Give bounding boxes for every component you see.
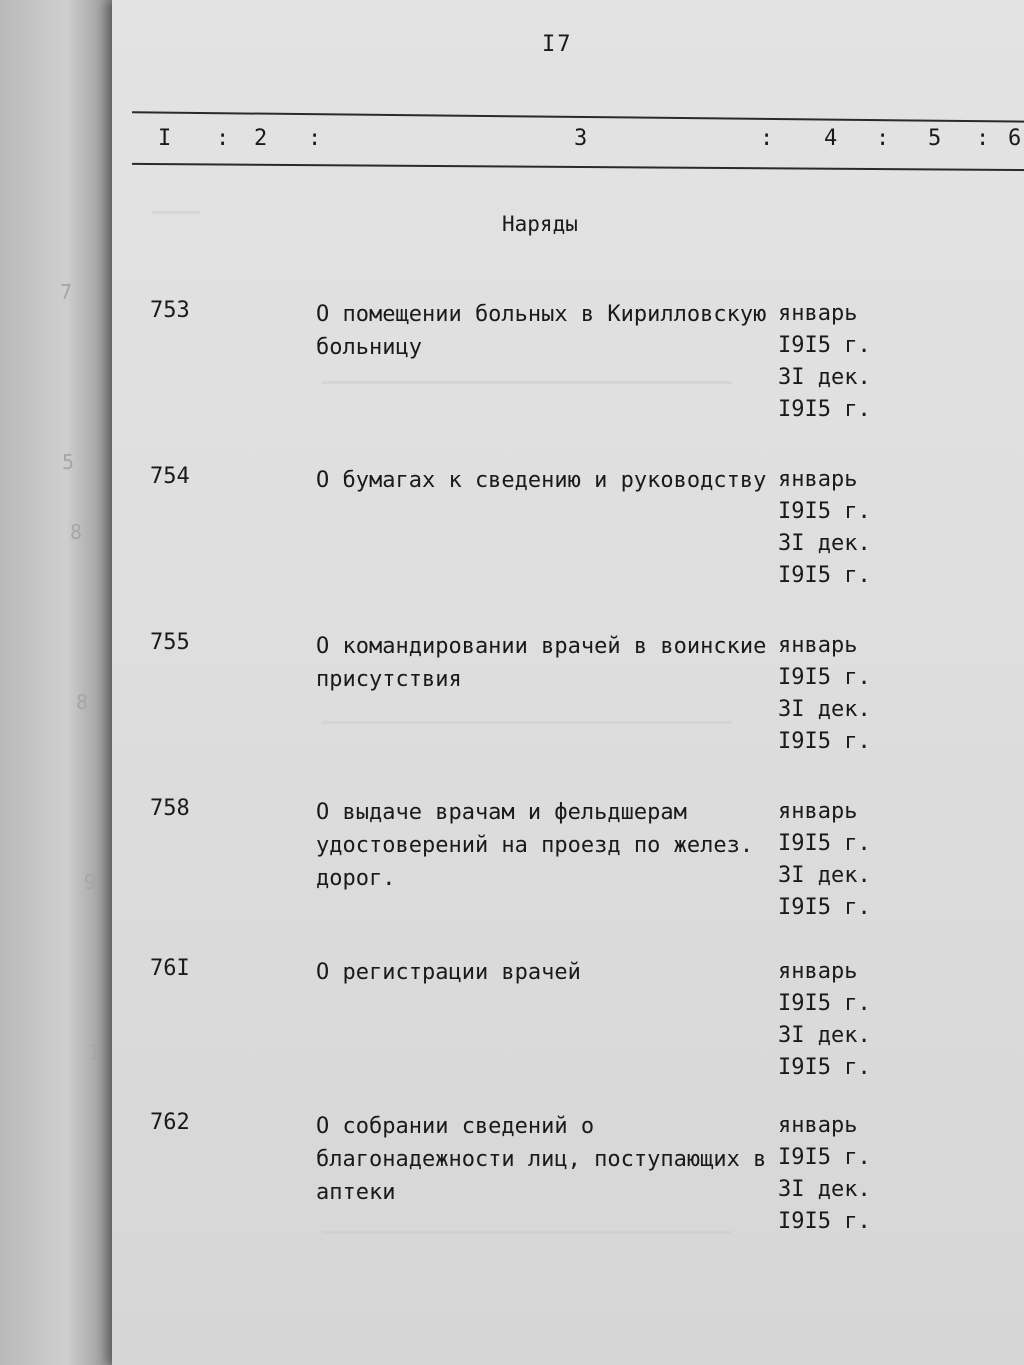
entry-description: О собрании сведений о благонадежности лиц, поступающих в аптеки — [316, 1114, 767, 1205]
entry-description: О помещении больных в Кирилловскую больницу — [316, 302, 767, 360]
date-end-day: 3I дек. — [778, 1023, 871, 1048]
register-entry — [112, 796, 1024, 946]
register-entry — [112, 298, 1024, 448]
column-separator: : — [976, 126, 990, 151]
date-start-month: январь — [778, 1113, 858, 1138]
date-start-year: I9I5 г. — [778, 991, 871, 1016]
date-start-month: январь — [778, 301, 858, 326]
date-start-year: I9I5 г. — [778, 665, 871, 690]
entry-dates — [778, 464, 871, 592]
column-header-6: 6 — [1008, 126, 1022, 151]
header-rule-bottom — [132, 163, 1024, 171]
document-page — [112, 0, 1024, 1365]
entry-number: 754 — [150, 464, 190, 489]
facing-page-ghost-mark: 9 — [84, 870, 97, 894]
date-end-day: 3I дек. — [778, 1177, 871, 1202]
date-end-year: I9I5 г. — [778, 397, 871, 422]
entry-dates — [778, 298, 871, 426]
column-header-5: 5 — [928, 126, 942, 151]
entry-dates — [778, 630, 871, 758]
bleed-through-line: ▁▁▁▁ — [152, 190, 201, 214]
register-entry — [112, 630, 1024, 780]
date-start-month: январь — [778, 799, 858, 824]
entry-number: 758 — [150, 796, 190, 821]
column-separator: : — [308, 126, 322, 151]
header-rule-top — [132, 111, 1024, 122]
column-header-3: 3 — [574, 126, 588, 151]
register-entry — [112, 464, 1024, 614]
date-start-year: I9I5 г. — [778, 831, 871, 856]
bleed-through-line: ▁▁▁▁▁▁▁▁▁▁▁▁▁▁▁▁▁▁▁▁▁▁▁▁▁▁▁▁▁▁▁▁▁▁ — [322, 1210, 732, 1234]
column-header-2: 2 — [254, 126, 268, 151]
entry-description: О выдаче врачам и фельдшерам удостоверений на проезд по желез. дорог. — [316, 800, 754, 891]
column-header-1: I — [158, 126, 172, 151]
column-separator: : — [876, 126, 890, 151]
facing-page-ghost-mark: 1 — [88, 1040, 101, 1064]
date-start-month: январь — [778, 467, 858, 492]
date-end-day: 3I дек. — [778, 697, 871, 722]
facing-page-ghost-mark: 8 — [76, 690, 89, 714]
date-start-year: I9I5 г. — [778, 333, 871, 358]
date-end-day: 3I дек. — [778, 365, 871, 390]
date-end-day: 3I дек. — [778, 863, 871, 888]
entry-dates — [778, 1110, 871, 1238]
bleed-through-line: ▁▁▁▁▁▁▁▁▁▁▁▁▁▁▁▁▁▁▁▁▁▁▁▁▁▁▁▁▁▁▁▁▁▁ — [322, 360, 732, 384]
date-end-year: I9I5 г. — [778, 1209, 871, 1234]
facing-page-ghost-mark: 7 — [60, 280, 73, 304]
date-start-year: I9I5 г. — [778, 499, 871, 524]
date-end-day: 3I дек. — [778, 531, 871, 556]
section-title: Наряды — [502, 212, 578, 236]
register-entry — [112, 956, 1024, 1106]
column-header-4: 4 — [824, 126, 838, 151]
entry-dates — [778, 796, 871, 924]
entry-dates — [778, 956, 871, 1084]
date-start-month: январь — [778, 959, 858, 984]
facing-page-ghost-mark: 8 — [70, 520, 83, 544]
date-start-year: I9I5 г. — [778, 1145, 871, 1170]
page-number: I7 — [542, 32, 573, 57]
date-start-month: январь — [778, 633, 858, 658]
bleed-through-line: ▁▁▁▁▁▁▁▁▁▁▁▁▁▁▁▁▁▁▁▁▁▁▁▁▁▁▁▁▁▁▁▁▁▁ — [322, 700, 732, 724]
register-entry — [112, 1110, 1024, 1260]
date-end-year: I9I5 г. — [778, 1055, 871, 1080]
entry-number: 755 — [150, 630, 190, 655]
entry-description: О командировании врачей в воинские присутствия — [316, 634, 767, 692]
entry-description: О регистрации врачей — [316, 960, 581, 985]
facing-page-edge — [0, 0, 120, 1365]
entry-number: 753 — [150, 298, 190, 323]
entry-number: 76I — [150, 956, 190, 981]
entry-description: О бумагах к сведению и руководству — [316, 468, 767, 493]
facing-page-ghost-mark: 5 — [62, 450, 75, 474]
date-end-year: I9I5 г. — [778, 895, 871, 920]
date-end-year: I9I5 г. — [778, 729, 871, 754]
column-separator: : — [760, 126, 774, 151]
column-separator: : — [216, 126, 230, 151]
date-end-year: I9I5 г. — [778, 563, 871, 588]
entry-number: 762 — [150, 1110, 190, 1135]
